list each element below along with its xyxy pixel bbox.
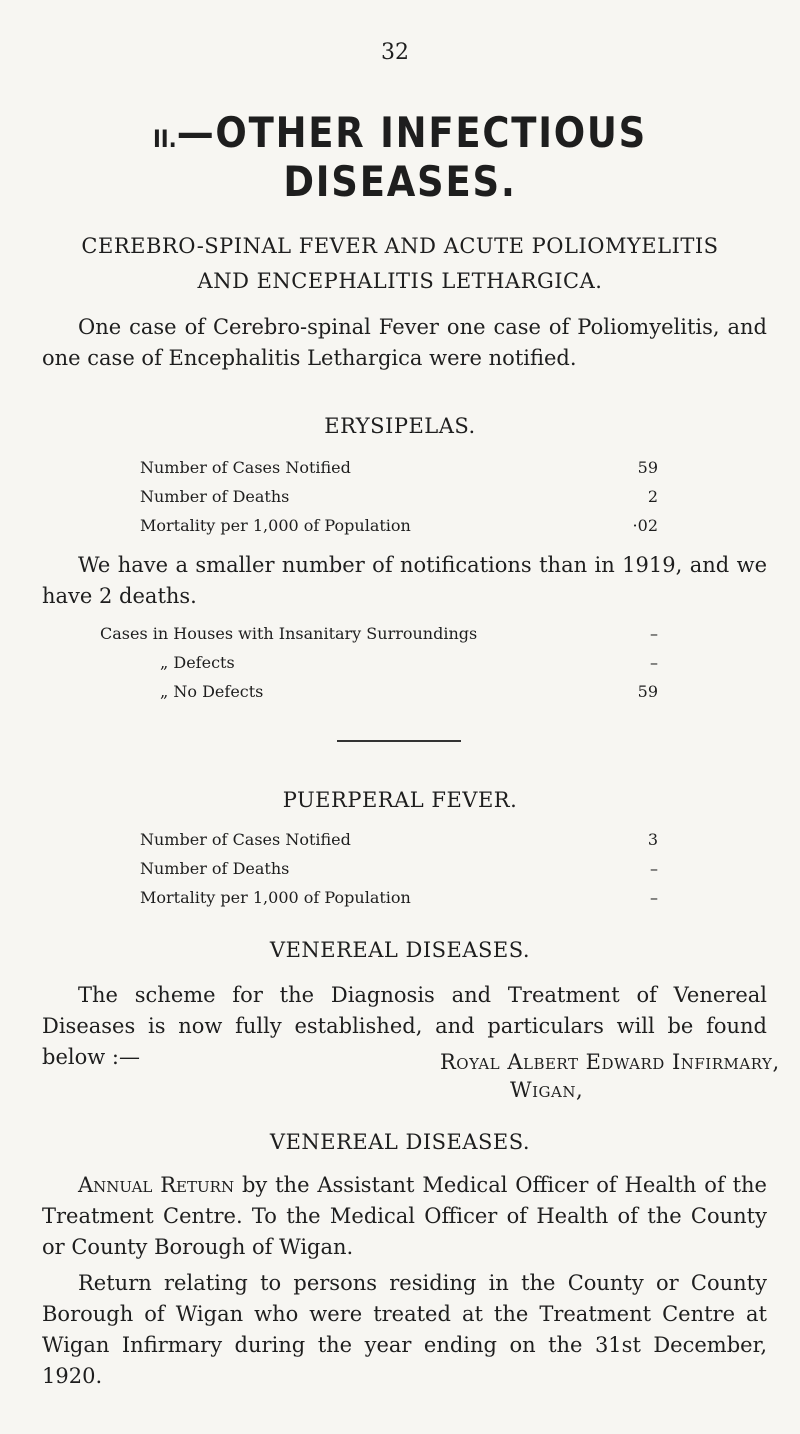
cerebro-heading-line1: CEREBRO-SPINAL FEVER AND ACUTE POLIOMYELITIS [81, 234, 719, 258]
stat-row [140, 859, 660, 888]
stat-label: Number of Cases Notified [140, 830, 351, 849]
annual-return-text: by the Assistant Medical Officer of Health of the Treatment Centre. To the Medical Officer of Health of the County or County Borough of Wigan. [42, 1173, 767, 1259]
main-heading [48, 108, 752, 206]
annual-return-lead: Annual Return [78, 1173, 235, 1197]
stat-value: 59 [637, 682, 658, 701]
stat-row [140, 516, 660, 545]
stat-value: 2 [647, 487, 658, 506]
stat-row [140, 830, 660, 859]
cerebro-heading-line2: AND ENCEPHALITIS LETHARGICA. [197, 269, 603, 293]
hospital-name-line2: Wigan, [510, 1078, 584, 1102]
stat-row [100, 624, 660, 653]
main-heading-title: —OTHER INFECTIOUS DISEASES. [176, 108, 648, 206]
return-text: Return relating to persons residing in the County or County Borough of Wigan who were treated at the Treatment Centre at Wigan Infirmary during the year ending on the 31st December, 1920. [42, 1271, 767, 1388]
cerebro-text: One case of Cerebro-spinal Fever one case of Poliomyelitis, and one case of Encephalitis Lethargica were notified. [42, 315, 767, 370]
stat-label: Number of Deaths [140, 487, 290, 506]
hospital-name-line1: Royal Albert Edward Infirmary, [440, 1050, 780, 1074]
venereal-heading-2: VENEREAL DISEASES. [269, 1130, 531, 1154]
venereal-text: The scheme for the Diagnosis and Treatment of Venereal Diseases is now fully established, and particulars will be found below :— [42, 983, 767, 1069]
stat-label: „ Defects [160, 653, 235, 672]
section-number: II. [152, 125, 177, 153]
erysipelas-heading: ERYSIPELAS. [324, 414, 476, 438]
page-number: 32 [381, 40, 409, 65]
stat-label: Mortality per 1,000 of Population [140, 516, 411, 535]
puerperal-stats [140, 830, 660, 917]
erysipelas-paragraph [42, 550, 767, 612]
erysipelas-stats [140, 458, 660, 545]
stat-row [100, 682, 660, 711]
stat-label: Number of Deaths [140, 859, 290, 878]
puerperal-heading: PUERPERAL FEVER. [282, 788, 518, 812]
stat-value: – [650, 888, 658, 907]
stat-value: ·02 [632, 516, 658, 535]
stat-label: „ No Defects [160, 682, 264, 701]
section-divider [337, 740, 461, 742]
houses-stats [100, 624, 660, 711]
stat-label: Number of Cases Notified [140, 458, 351, 477]
return-paragraph [42, 1268, 767, 1392]
erysipelas-text: We have a smaller number of notifications than in 1919, and we have 2 deaths. [42, 553, 767, 608]
stat-value: 3 [647, 830, 658, 849]
stat-value: – [650, 859, 658, 878]
stat-row [140, 458, 660, 487]
stat-value: 59 [637, 458, 658, 477]
stat-row [100, 653, 660, 682]
stat-value: – [650, 653, 658, 672]
stat-value: – [650, 624, 658, 643]
stat-label: Mortality per 1,000 of Population [140, 888, 411, 907]
venereal-heading: VENEREAL DISEASES. [269, 938, 531, 962]
stat-row [140, 487, 660, 516]
cerebro-paragraph [42, 312, 767, 374]
stat-row [140, 888, 660, 917]
stat-label: Cases in Houses with Insanitary Surroundings [100, 624, 478, 643]
annual-return-paragraph [42, 1170, 767, 1263]
